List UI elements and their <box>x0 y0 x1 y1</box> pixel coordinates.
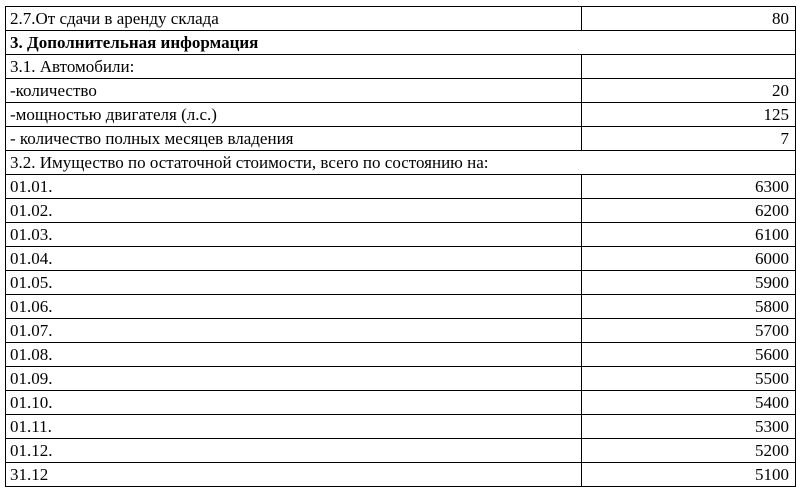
row-value: 6200 <box>582 199 796 223</box>
table-row <box>6 271 796 295</box>
row-value: 5300 <box>582 415 796 439</box>
row-value: 5100 <box>582 463 796 487</box>
row-label: 01.05. <box>6 271 582 295</box>
table-row <box>6 175 796 199</box>
table-row <box>6 343 796 367</box>
table-row <box>6 55 796 79</box>
table-row <box>6 7 796 31</box>
row-value: 5800 <box>582 295 796 319</box>
row-value: 5700 <box>582 319 796 343</box>
table-row <box>6 223 796 247</box>
table-row <box>6 199 796 223</box>
table-row <box>6 391 796 415</box>
row-value: 5600 <box>582 343 796 367</box>
row-value: 125 <box>582 103 796 127</box>
table-row <box>6 295 796 319</box>
row-value: 20 <box>582 79 796 103</box>
data-table <box>5 6 796 487</box>
row-value: 6000 <box>582 247 796 271</box>
subsection-row <box>6 151 796 175</box>
section-heading: 3. Дополнительная информация <box>6 31 796 55</box>
row-value: 5400 <box>582 391 796 415</box>
row-label: - количество полных месяцев владения <box>6 127 582 151</box>
table-row <box>6 415 796 439</box>
table-row <box>6 463 796 487</box>
row-label: 01.03. <box>6 223 582 247</box>
row-value: 5900 <box>582 271 796 295</box>
row-value: 5200 <box>582 439 796 463</box>
table-row <box>6 439 796 463</box>
row-value: 5500 <box>582 367 796 391</box>
row-label: 01.06. <box>6 295 582 319</box>
table-row <box>6 367 796 391</box>
row-label: 01.08. <box>6 343 582 367</box>
row-label: -мощностью двигателя (л.с.) <box>6 103 582 127</box>
table-row <box>6 79 796 103</box>
row-label: 01.11. <box>6 415 582 439</box>
row-label: 01.01. <box>6 175 582 199</box>
row-label: 01.04. <box>6 247 582 271</box>
row-label: -количество <box>6 79 582 103</box>
row-label: 01.10. <box>6 391 582 415</box>
row-value: 7 <box>582 127 796 151</box>
row-label: 01.07. <box>6 319 582 343</box>
row-value <box>582 55 796 79</box>
row-label: 3.1. Автомобили: <box>6 55 582 79</box>
row-value: 6300 <box>582 175 796 199</box>
table-row <box>6 103 796 127</box>
section-heading-row <box>6 31 796 55</box>
row-label: 01.09. <box>6 367 582 391</box>
row-label: 01.12. <box>6 439 582 463</box>
row-label: 2.7.От сдачи в аренду склада <box>6 7 582 31</box>
table-row <box>6 247 796 271</box>
row-value: 80 <box>582 7 796 31</box>
row-label: 31.12 <box>6 463 582 487</box>
row-value: 6100 <box>582 223 796 247</box>
table-row <box>6 319 796 343</box>
subsection-label: 3.2. Имущество по остаточной стоимости, всего по состоянию на: <box>6 151 796 175</box>
row-label: 01.02. <box>6 199 582 223</box>
table-row <box>6 127 796 151</box>
